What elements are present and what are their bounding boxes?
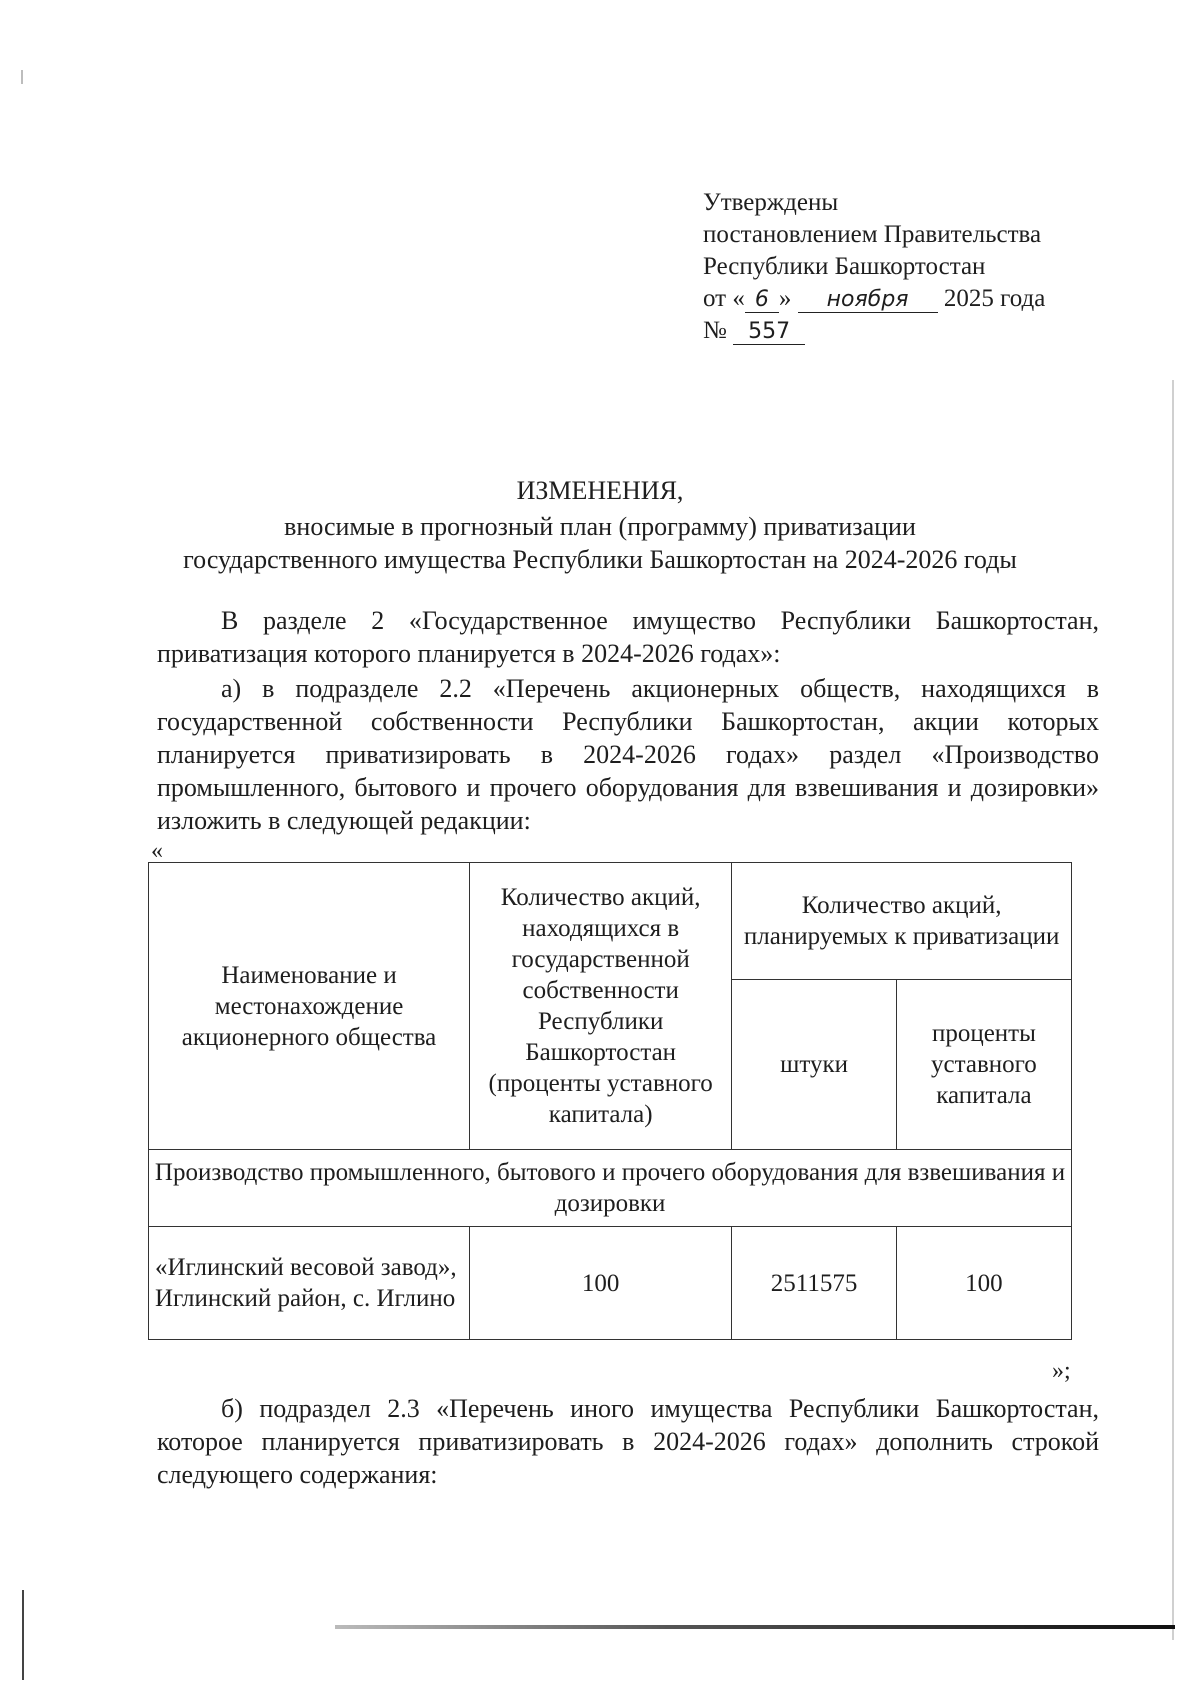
header-pieces: штуки bbox=[732, 980, 897, 1150]
paragraph-item-a: а) в подразделе 2.2 «Перечень акционерных обществ, находящихся в государственной собственности Республики Башкортостан, акции которых планируется приватизировать в 2024-2026 годах» раздел «Производство промышленного, бытового и прочего оборудования для взвешивания и дозировки» изложить в следующей редакции: bbox=[157, 674, 1099, 835]
date-mid: » bbox=[778, 285, 792, 312]
approval-line: Утверждены bbox=[703, 189, 839, 216]
cell-company-name: «Иглинский весовой завод», Иглинский район, с. Иглино bbox=[149, 1227, 470, 1340]
number-prefix: № bbox=[703, 317, 727, 344]
paragraph-section-2: В разделе 2 «Государственное имущество Республики Башкортостан, приватизация которого планируется в 2024-2026 годах»: bbox=[157, 606, 1099, 668]
header-name: Наименование и местонахождение акционерного общества bbox=[149, 863, 470, 1150]
date-day: 6 bbox=[745, 288, 779, 313]
quote-close: »; bbox=[1052, 1358, 1071, 1384]
date-year: 2025 года bbox=[943, 285, 1046, 312]
cell-shares-held: 100 bbox=[470, 1227, 732, 1340]
table-row bbox=[149, 1227, 1072, 1340]
document-subtitle: вносимые в прогнозный план (программу) приватизации bbox=[284, 512, 916, 541]
approval-line: постановлением Правительства bbox=[703, 221, 1042, 248]
table-group-title: Производство промышленного, бытового и прочего оборудования для взвешивания и дозировки bbox=[149, 1150, 1072, 1227]
date-month: ноября bbox=[798, 288, 938, 313]
document-title: ИЗМЕНЕНИЯ, bbox=[516, 476, 684, 505]
quote-open: « bbox=[151, 838, 163, 864]
scan-artifact bbox=[21, 70, 23, 84]
scan-artifact bbox=[22, 1590, 24, 1680]
number-value: 557 bbox=[733, 320, 805, 345]
cell-percent: 100 bbox=[896, 1227, 1071, 1340]
approval-number bbox=[703, 315, 1045, 347]
header-shares-held: Количество акций, находящихся в государственной собственности Республики Башкортостан (проценты уставного капитала) bbox=[470, 863, 732, 1150]
cell-pieces: 2511575 bbox=[732, 1227, 897, 1340]
shares-table bbox=[148, 862, 1072, 1340]
paragraph-item-b: б) подраздел 2.3 «Перечень иного имущества Республики Башкортостан, которое планируется приватизировать в 2024-2026 годах» дополнить строкой следующего содержания: bbox=[157, 1394, 1099, 1489]
document-subtitle: государственного имущества Республики Башкортостан на 2024-2026 годы bbox=[183, 545, 1017, 574]
date-prefix: от « bbox=[703, 285, 745, 312]
header-shares-planned: Количество акций, планируемых к приватизации bbox=[732, 863, 1072, 980]
scan-artifact bbox=[335, 1625, 1175, 1629]
header-percent: проценты уставного капитала bbox=[896, 980, 1071, 1150]
approval-date bbox=[703, 283, 1045, 315]
approval-line: Республики Башкортостан bbox=[703, 253, 986, 280]
approval-block bbox=[703, 187, 1045, 347]
